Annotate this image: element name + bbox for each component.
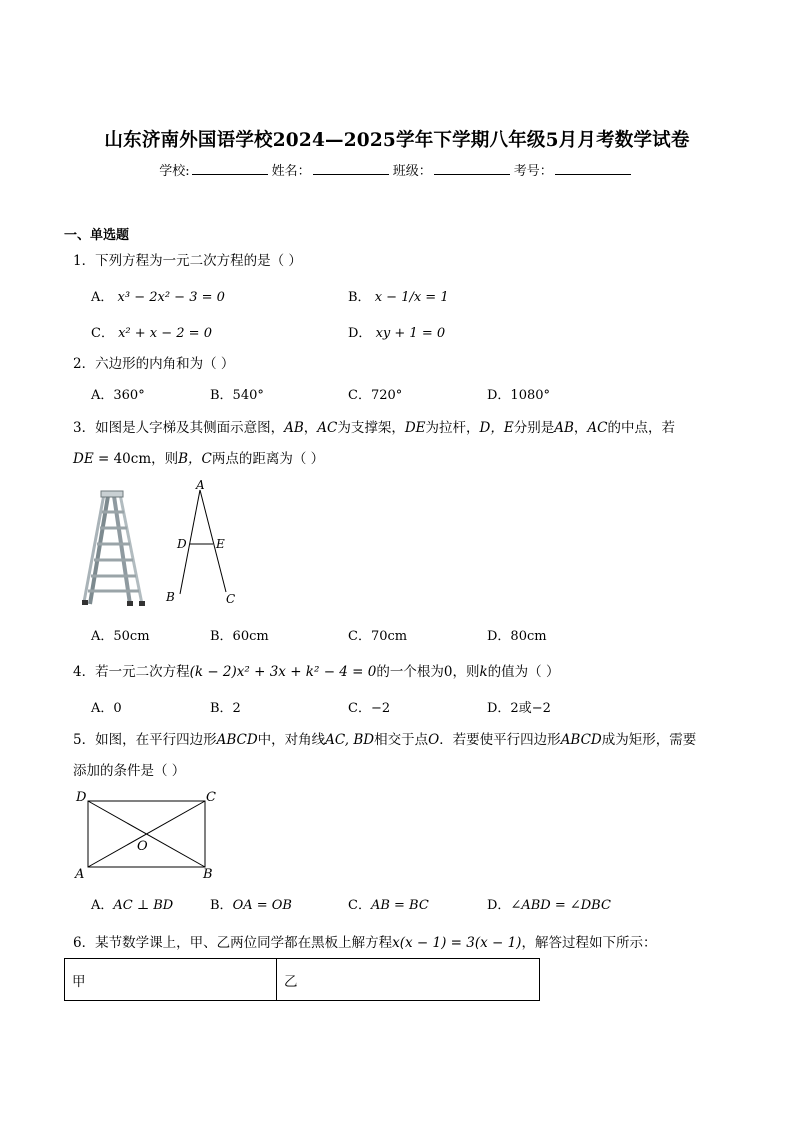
exam-no-label: 考号： — [513, 164, 553, 179]
q1-option-a[interactable]: A． x³ − 2x² − 3 = 0 — [91, 290, 225, 305]
q4-equation: (k − 2)x² + 3x + k² − 4 = 0 — [189, 664, 377, 680]
q4-option-a[interactable]: A．0 — [91, 701, 122, 716]
section-title: 一、单选题 — [64, 228, 130, 243]
q2-option-b[interactable]: B．540° — [210, 388, 264, 403]
q4-stem: 4．若一元二次方程(k − 2)x² + 3x + k² − 4 = 0的一个根为0，则k的值为（ ） — [73, 664, 560, 680]
q4-option-d[interactable]: D．2或−2 — [487, 701, 551, 716]
rect-label-b: B — [203, 867, 213, 882]
q3-option-a[interactable]: A．50cm — [91, 629, 150, 644]
q1-b-expr: x − 1/x = 1 — [374, 290, 449, 305]
table-header-yi: 乙 — [277, 959, 540, 1001]
q5-stem-line2: 添加的条件是（ ） — [73, 763, 186, 779]
ladder-diagram — [160, 476, 250, 610]
q5-option-a[interactable]: A．AC ⊥ BD — [91, 898, 174, 913]
school-blank[interactable] — [192, 162, 268, 175]
q6-equation: x(x − 1) = 3(x − 1) — [392, 935, 522, 951]
rect-label-d: D — [76, 790, 87, 805]
q2-option-c[interactable]: C．720° — [348, 388, 403, 403]
class-label: 班级： — [392, 164, 432, 179]
table-header-jia: 甲 — [65, 959, 277, 1001]
diagram-label-a: A — [196, 478, 205, 492]
q1-c-expr: x² + x − 2 = 0 — [118, 326, 212, 341]
q1-option-d[interactable]: D． xy + 1 = 0 — [348, 326, 446, 341]
q1-a-expr: x³ − 2x² − 3 = 0 — [117, 290, 225, 305]
q2-option-a[interactable]: A．360° — [91, 388, 145, 403]
class-blank[interactable] — [434, 162, 510, 175]
q3-stem-line2: DE = 40cm，则B，C两点的距离为（ ） — [73, 451, 325, 467]
rect-label-a: A — [75, 867, 85, 882]
q5-option-d[interactable]: D．∠ABD = ∠DBC — [487, 898, 611, 913]
q2-stem: 2．六边形的内角和为（ ） — [73, 356, 235, 372]
diagram-label-e: E — [216, 537, 225, 551]
q5-option-c[interactable]: C．AB = BC — [348, 898, 429, 913]
q5-option-b[interactable]: B．OA = OB — [210, 898, 292, 913]
q3-stem-line1: 3．如图是人字梯及其侧面示意图，AB，AC为支撑架，DE为拉杆，D，E分别是AB，AC的中点，若 — [73, 420, 675, 436]
name-label: 姓名： — [271, 164, 311, 179]
q1-option-b[interactable]: B． x − 1/x = 1 — [348, 290, 449, 305]
q3-option-c[interactable]: C．70cm — [348, 629, 408, 644]
rect-label-c: C — [206, 790, 216, 805]
q5-stem-line1: 5．如图，在平行四边形ABCD中，对角线AC, BD相交于点O．若要使平行四边形ABCD成为矩形，需要 — [73, 732, 697, 748]
rect-label-o: O — [137, 839, 148, 854]
q3-option-d[interactable]: D．80cm — [487, 629, 547, 644]
rectangle-diagram — [72, 786, 224, 884]
diagram-label-c: C — [226, 592, 236, 606]
ladder-photo — [80, 490, 150, 610]
diagram-label-b: B — [166, 590, 175, 604]
school-label: 学校: — [159, 164, 190, 179]
q4-option-c[interactable]: C．−2 — [348, 701, 391, 716]
table-row — [65, 959, 540, 1001]
exam-title: 山东济南外国语学校2024—2025学年下学期八年级5月月考数学试卷 — [104, 130, 690, 151]
q1-stem: 1．下列方程为一元二次方程的是（ ） — [73, 253, 302, 269]
q4-option-b[interactable]: B．2 — [210, 701, 241, 716]
q2-option-d[interactable]: D．1080° — [487, 388, 551, 403]
q6-solution-table — [64, 958, 540, 1001]
exam-no-blank[interactable] — [555, 162, 631, 175]
q1-option-c[interactable]: C． x² + x − 2 = 0 — [91, 326, 212, 341]
diagram-label-d: D — [177, 537, 187, 551]
name-blank[interactable] — [313, 162, 389, 175]
q1-d-expr: xy + 1 = 0 — [375, 326, 446, 341]
q6-stem: 6．某节数学课上，甲、乙两位同学都在黑板上解方程x(x − 1) = 3(x − 1)，解答过程如下所示： — [73, 935, 657, 951]
q3-option-b[interactable]: B．60cm — [210, 629, 269, 644]
student-info-line — [0, 160, 794, 179]
